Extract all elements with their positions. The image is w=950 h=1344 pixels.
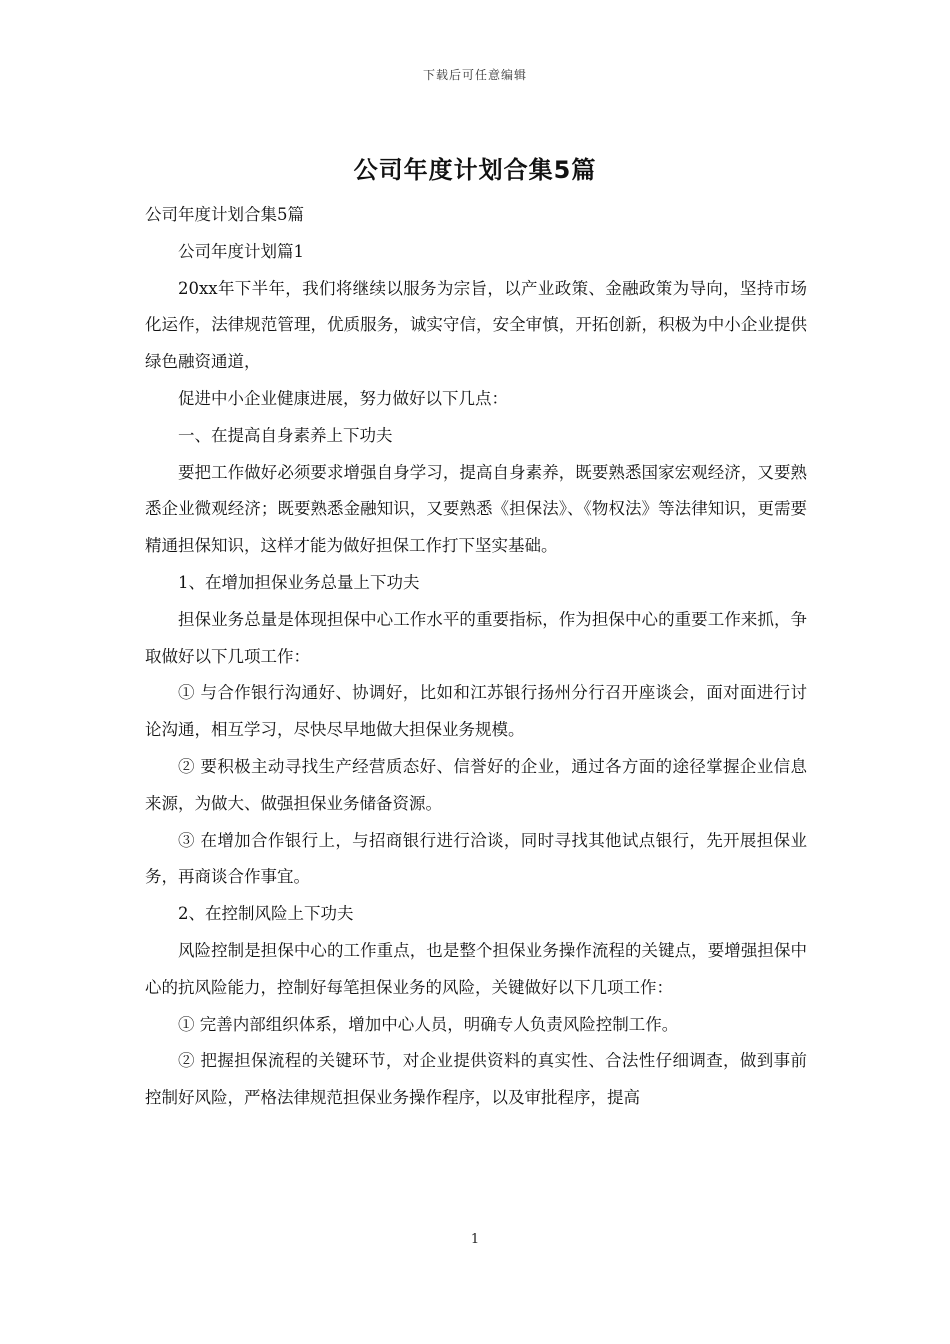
page-number: 1 bbox=[470, 1232, 480, 1247]
paragraph-heading: 2、在控制风险上下功夫 bbox=[178, 904, 354, 924]
paragraph: 20xx年下半年，我们将继续以服务为宗旨，以产业政策、金融政策为导向，坚持市场化运作，法律规范管理，优质服务，诚实守信，安全审慎，开拓创新，积极为中小企业提供绿色融资通道， bbox=[145, 278, 807, 372]
list-item: ② 要积极主动寻找生产经营质态好、信誉好的企业，通过各方面的途径掌握企业信息来源，为做大、做强担保业务储备资源。 bbox=[145, 756, 807, 813]
list-item: ③ 在增加合作银行上，与招商银行进行洽谈，同时寻找其他试点银行，先开展担保业务，再商谈合作事宜。 bbox=[145, 830, 807, 887]
paragraph-heading: 一、在提高自身素养上下功夫 bbox=[178, 425, 393, 445]
list-item: ① 与合作银行沟通好、协调好，比如和江苏银行扬州分行召开座谈会，面对面进行讨论沟通，相互学习，尽快尽早地做大担保业务规模。 bbox=[145, 683, 807, 740]
paragraph: 担保业务总量是体现担保中心工作水平的重要指标，作为担保中心的重要工作来抓，争取做好以下几项工作： bbox=[145, 609, 807, 666]
document-title: 公司年度计划合集5篇 bbox=[353, 156, 597, 184]
paragraph-section-heading: 公司年度计划篇1 bbox=[178, 241, 304, 261]
paragraph-heading: 1、在增加担保业务总量上下功夫 bbox=[178, 572, 420, 592]
paragraph: 风险控制是担保中心的工作重点，也是整个担保业务操作流程的关键点，要增强担保中心的抗风险能力，控制好每笔担保业务的风险，关键做好以下几项工作： bbox=[145, 940, 807, 997]
paragraph: 要把工作做好必须要求增强自身学习，提高自身素养，既要熟悉国家宏观经济，又要熟悉企业微观经济；既要熟悉金融知识，又要熟悉《担保法》、《物权法》等法律知识，更需要精通担保知识，这样才能为做好担保工作打下坚实基础。 bbox=[145, 462, 807, 556]
paragraph: 促进中小企业健康进展，努力做好以下几点： bbox=[178, 388, 508, 408]
list-item: ② 把握担保流程的关键环节，对企业提供资料的真实性、合法性仔细调查，做到事前控制好风险，严格法律规范担保业务操作程序，以及审批程序，提高 bbox=[145, 1051, 807, 1108]
header-note: 下载后可任意编辑 bbox=[422, 68, 527, 82]
list-item: ① 完善内部组织体系，增加中心人员，明确专人负责风险控制工作。 bbox=[178, 1014, 679, 1034]
paragraph-subtitle: 公司年度计划合集5篇 bbox=[145, 205, 304, 224]
document-body bbox=[145, 197, 807, 1117]
